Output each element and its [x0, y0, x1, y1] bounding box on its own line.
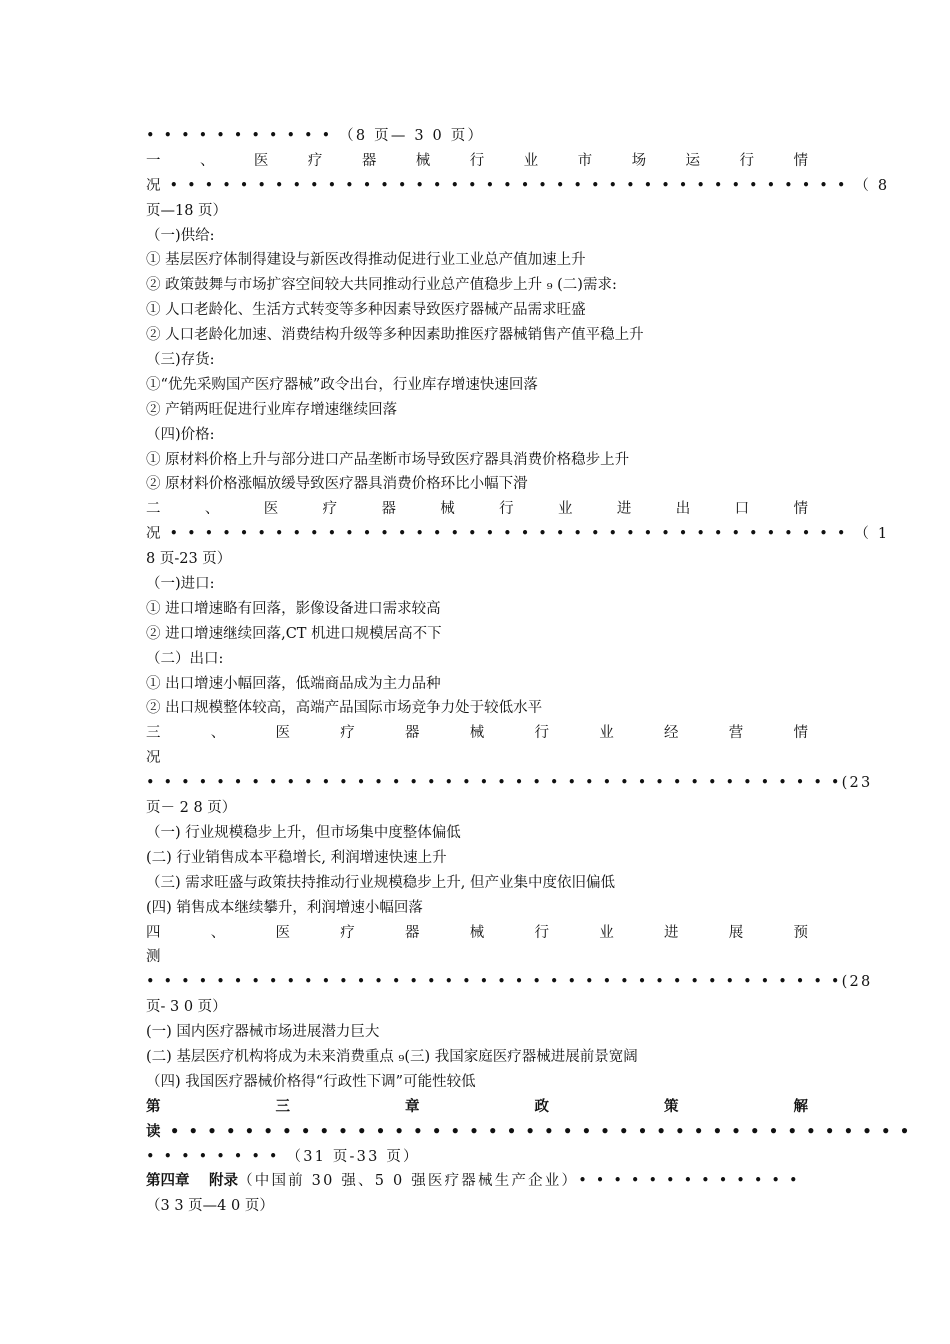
toc-item: ① 进口增速略有回落，影像设备进口需求较高 [146, 600, 441, 617]
heading-char: 行 [499, 501, 514, 518]
toc-page-range: （3 3 页—4 0 页） [146, 1198, 274, 1215]
heading-char: 业 [599, 924, 614, 941]
toc-item: (二) 基层医疗机构将成为未来消费重点 ₉(三) 我国家庭医疗器械进展前景宽阔 [146, 1048, 638, 1065]
toc-item: ② 出口规模整体较高，高端产品国际市场竞争力处于较低水平 [146, 700, 543, 717]
heading-char: 情 [793, 725, 808, 742]
heading-char: 业 [599, 725, 614, 742]
heading-char: 情 [793, 152, 808, 169]
chapter-4-desc: （中国前 30 强、5 0 强医疗器械生产企业）• • • • • • • • • • • • • [238, 1173, 800, 1190]
toc-item: (四) 销售成本继续攀升，利润增速小幅回落 [146, 899, 423, 916]
heading-char: 械 [469, 924, 485, 941]
heading-char: 疗 [322, 501, 338, 518]
toc-page-range: 页- 3 0 页） [146, 999, 227, 1016]
heading-char: 政 [534, 1097, 549, 1115]
heading-char: 、 [204, 501, 220, 518]
heading-char: 出 [675, 501, 691, 518]
section-heading-1 [146, 149, 808, 174]
section-heading-4 [146, 921, 808, 946]
toc-item: ② 进口增速继续回落,CT 机进口规模居高不下 [146, 625, 442, 642]
heading-char: 医 [275, 924, 290, 941]
heading-char: 经 [664, 725, 679, 742]
heading-char: 医 [263, 501, 279, 518]
chapter-leader: 读 • • • • • • • • • • • • • • • • • • • • • • • • • • • • • • • • • • • • • • • • [146, 1122, 912, 1140]
chapter-4-line [146, 1169, 808, 1194]
heading-char: 、 [210, 725, 226, 742]
toc-item: ② 产销两旺促进行业库存增速继续回落 [146, 401, 398, 418]
toc-page-range: 8 页-23 页） [146, 551, 232, 568]
heading-char: 行 [534, 924, 549, 941]
heading-char: 械 [469, 725, 485, 742]
heading-char: 营 [728, 725, 744, 742]
toc-item: ① 出口增速小幅回落，低端商品成为主力品种 [146, 675, 441, 692]
heading-char: 医 [275, 725, 290, 742]
heading-char: 器 [381, 501, 396, 518]
heading-char: 情 [793, 501, 808, 518]
heading-char: 进 [664, 924, 679, 941]
subsection-label: （三)存货: [146, 352, 215, 369]
toc-item: (二) 行业销售成本平稳增长, 利润增速快速上升 [146, 849, 447, 866]
heading-char: 器 [405, 725, 420, 742]
heading-tail: 况 [146, 750, 161, 767]
heading-char: 解 [793, 1097, 808, 1115]
toc-page-range: • • • • • • • • （31 页-33 页） [146, 1148, 420, 1165]
heading-char: 疗 [340, 924, 355, 941]
chapter-4-title: 第四章 附录 [146, 1172, 239, 1190]
heading-char: 三 [146, 725, 161, 742]
heading-char: 口 [734, 501, 750, 518]
toc-item: ② 人口老龄化加速、消费结构升级等多种因素助推医疗器械销售产值平稳上升 [146, 327, 644, 344]
heading-char: 场 [631, 152, 647, 169]
toc-item: (一) 国内医疗器械市场进展潜力巨大 [146, 1024, 380, 1041]
heading-char: 章 [405, 1097, 420, 1115]
toc-page-range: 页－ 2 8 页） [146, 800, 237, 817]
heading-tail: 测 [146, 949, 161, 966]
toc-page-range: 页—18 页） [146, 202, 228, 219]
toc-body [146, 124, 912, 1219]
heading-char: 三 [275, 1097, 290, 1115]
heading-char: 业 [558, 501, 573, 518]
toc-line: • • • • • • • • • • • （8 页— 3 0 页） [146, 128, 485, 144]
heading-char: 器 [405, 924, 420, 941]
heading-char: 行 [534, 725, 549, 742]
heading-char: 四 [146, 924, 161, 941]
heading-char: 器 [361, 152, 377, 169]
chapter-heading-3 [146, 1095, 808, 1120]
heading-char: 策 [664, 1097, 679, 1115]
heading-char: 第 [146, 1097, 161, 1115]
heading-char: 进 [616, 501, 632, 518]
heading-char: 疗 [340, 725, 355, 742]
toc-item: （四) 我国医疗器械价格得“行政性下调”可能性较低 [146, 1073, 476, 1090]
heading-char: 疗 [307, 152, 323, 169]
heading-char: 市 [577, 152, 593, 169]
heading-char: 预 [793, 924, 808, 941]
subsection-label: （一)供给: [146, 227, 215, 244]
heading-char: 二 [146, 501, 161, 518]
toc-leader-line: • • • • • • • • • • • • • • • • • • • • • • • • • • • • • • • • • • • • • • • •(23 [146, 775, 873, 792]
toc-item: ①“优先采购国产医疗器械”政令出台，行业库存增速快速回落 [146, 376, 538, 393]
heading-char: 、 [199, 152, 215, 169]
subsection-label: （二）出口: [146, 650, 224, 667]
section-heading-2 [146, 497, 808, 522]
toc-item: ② 原材料价格涨幅放缓导致医疗器具消费价格环比小幅下滑 [146, 476, 528, 493]
toc-leader-line: 况 • • • • • • • • • • • • • • • • • • • • • • • • • • • • • • • • • • • • • • • （ 8 [146, 177, 890, 194]
heading-char: 一 [146, 152, 161, 169]
toc-leader-line [146, 1120, 912, 1145]
toc-item: ① 人口老龄化、生活方式转变等多种因素导致医疗器械产品需求旺盛 [146, 302, 586, 319]
toc-leader-line: • • • • • • • • • • • • • • • • • • • • • • • • • • • • • • • • • • • • • • • •(28 [146, 974, 873, 991]
toc-item: ① 原材料价格上升与部分进口产品垄断市场导致医疗器具消费价格稳步上升 [146, 451, 630, 468]
heading-char: 行 [739, 152, 754, 169]
section-heading-3 [146, 721, 808, 746]
heading-char: 械 [415, 152, 431, 169]
subsection-label: （四)价格: [146, 426, 215, 443]
toc-item: （一) 行业规模稳步上升，但市场集中度整体偏低 [146, 824, 461, 841]
heading-char: 展 [728, 924, 744, 941]
heading-char: 、 [210, 924, 226, 941]
heading-char: 械 [440, 501, 455, 518]
toc-item: （三) 需求旺盛与政策扶持推动行业规模稳步上升, 但产业集中度依旧偏低 [146, 874, 615, 891]
heading-char: 行 [469, 152, 485, 169]
heading-char: 业 [523, 152, 539, 169]
toc-item: ① 基层医疗体制得建设与新医改得推动促进行业工业总产值加速上升 [146, 252, 586, 269]
subsection-label: （一)进口: [146, 576, 215, 593]
heading-char: 医 [253, 152, 269, 169]
toc-item: ② 政策鼓舞与市场扩容空间较大共同推动行业总产值稳步上升 ₉ (二)需求: [146, 277, 617, 294]
heading-char: 运 [685, 152, 701, 169]
toc-leader-line: 况 • • • • • • • • • • • • • • • • • • • • • • • • • • • • • • • • • • • • • • • （ 1 [146, 526, 890, 543]
